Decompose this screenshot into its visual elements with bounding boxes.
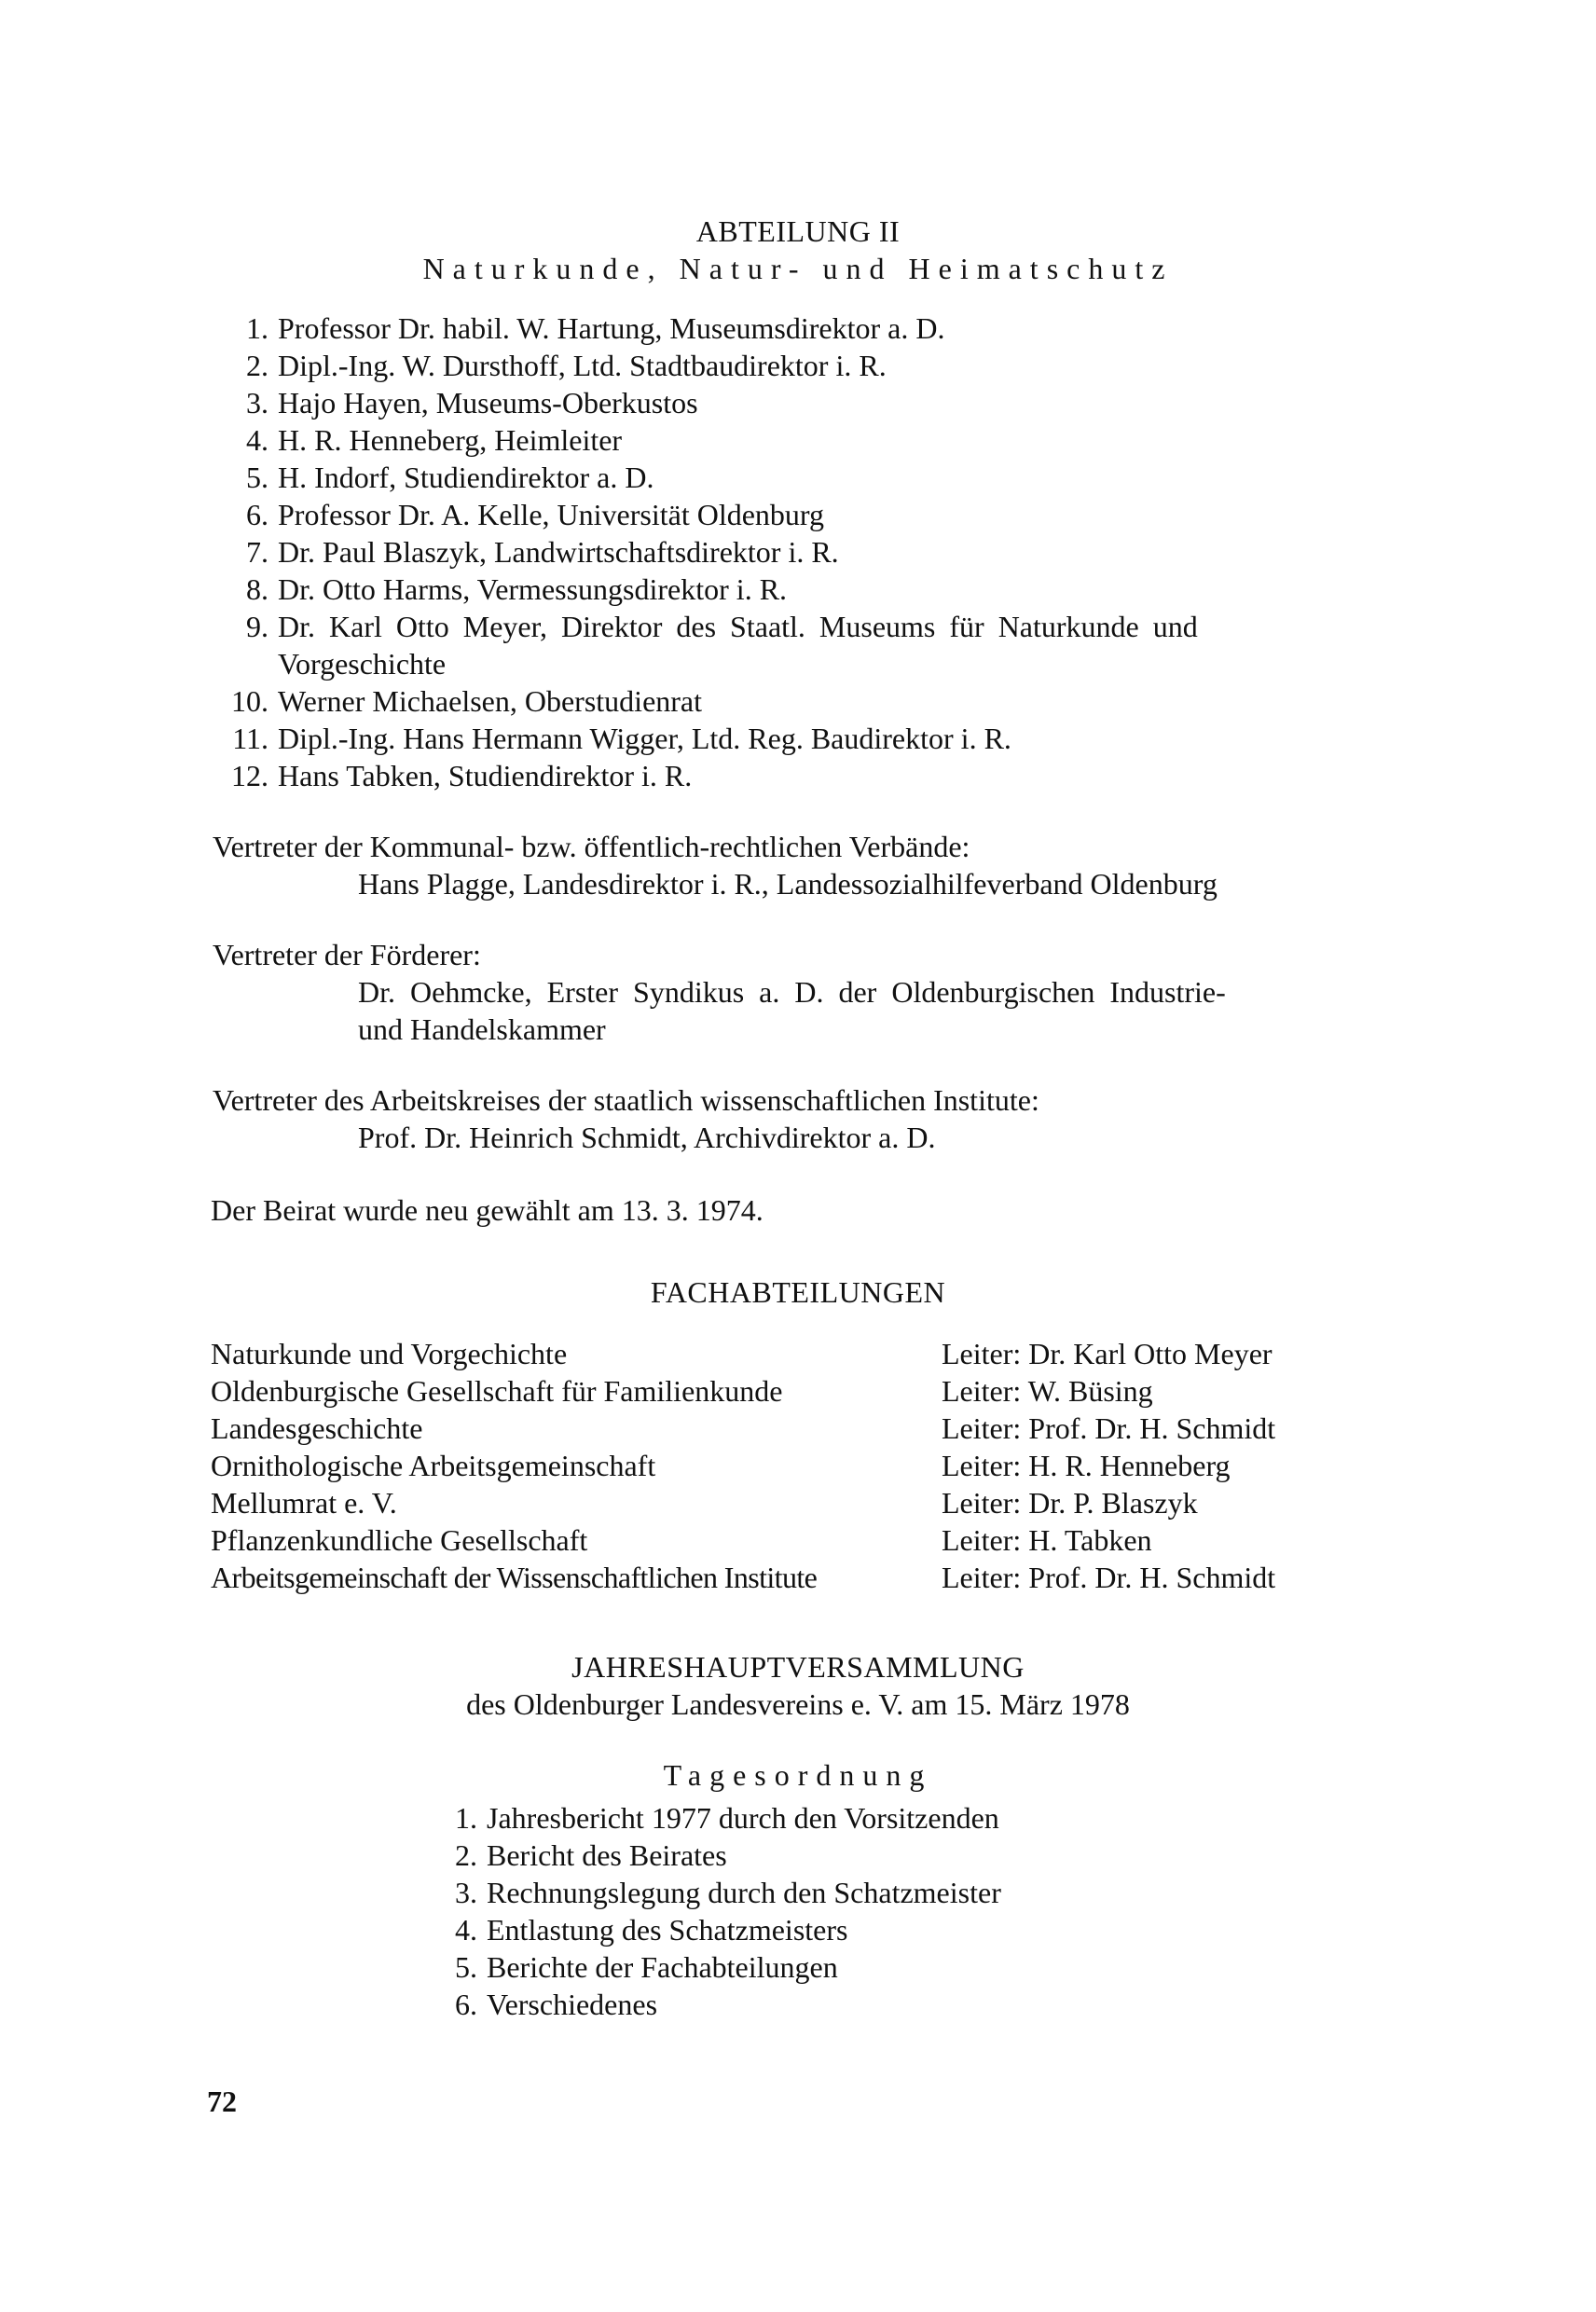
list-item: 3. Rechnungslegung durch den Schatzmeister bbox=[455, 1876, 1001, 1909]
list-item: 2. Dipl.-Ing. W. Dursthoff, Ltd. Stadtbaudirektor i. R. bbox=[246, 349, 887, 382]
section-title-abteilung: ABTEILUNG II bbox=[695, 214, 901, 248]
list-item: 6. Professor Dr. A. Kelle, Universität Oldenburg bbox=[246, 498, 824, 531]
table-cell-name: Oldenburgische Gesellschaft für Familienkunde bbox=[211, 1374, 783, 1408]
list-item: 7. Dr. Paul Blaszyk, Landwirtschaftsdirektor i. R. bbox=[246, 535, 839, 569]
list-item: 12. Hans Tabken, Studiendirektor i. R. bbox=[231, 759, 693, 792]
list-item: 4. H. R. Henneberg, Heimleiter bbox=[246, 423, 623, 457]
page-number: 72 bbox=[207, 2085, 237, 2118]
vertreter-name: Hans Plagge, Landesdirektor i. R., Landessozialhilfeverband Oldenburg bbox=[358, 867, 1218, 901]
list-item-continuation: Vorgeschichte bbox=[278, 647, 447, 681]
table-cell-leiter: Leiter: H. R. Henneberg bbox=[942, 1449, 1231, 1482]
vertreter-label: Vertreter der Kommunal- bzw. öffentlich-rechtlichen Verbände: bbox=[213, 830, 970, 863]
vertreter-label: Vertreter des Arbeitskreises der staatlich wissenschaftlichen Institute: bbox=[213, 1083, 1039, 1117]
beirat-note: Der Beirat wurde neu gewählt am 13. 3. 1974. bbox=[211, 1193, 764, 1227]
list-item: 2. Bericht des Beirates bbox=[455, 1838, 727, 1872]
table-cell-name: Arbeitsgemeinschaft der Wissenschaftlichen Institute bbox=[211, 1561, 818, 1594]
list-item: 11. Dipl.-Ing. Hans Hermann Wigger, Ltd. Reg. Baudirektor i. R. bbox=[232, 722, 1011, 755]
list-item: 3. Hajo Hayen, Museums-Oberkustos bbox=[246, 386, 698, 420]
table-cell-name: Naturkunde und Vorgechichte bbox=[211, 1337, 568, 1370]
vertreter-name: Prof. Dr. Heinrich Schmidt, Archivdirektor a. D. bbox=[358, 1121, 936, 1154]
table-cell-name: Ornithologische Arbeitsgemeinschaft bbox=[211, 1449, 656, 1482]
list-item: 1. Jahresbericht 1977 durch den Vorsitzenden bbox=[455, 1801, 999, 1835]
list-item: 5. Berichte der Fachabteilungen bbox=[455, 1950, 838, 1984]
table-cell-leiter: Leiter: Prof. Dr. H. Schmidt bbox=[942, 1411, 1276, 1445]
table-cell-leiter: Leiter: Prof. Dr. H. Schmidt bbox=[942, 1561, 1276, 1594]
list-item: 5. H. Indorf, Studiendirektor a. D. bbox=[246, 461, 654, 494]
vertreter-name: Dr. Oehmcke, Erster Syndikus a. D. der Oldenburgischen Industrie- bbox=[358, 975, 1226, 1009]
list-item: 10. Werner Michaelsen, Oberstudienrat bbox=[231, 684, 703, 718]
list-item: 4. Entlastung des Schatzmeisters bbox=[455, 1913, 848, 1947]
list-item: 6. Verschiedenes bbox=[455, 1988, 658, 2021]
table-cell-name: Mellumrat e. V. bbox=[211, 1486, 397, 1520]
table-cell-leiter: Leiter: W. Büsing bbox=[942, 1374, 1153, 1408]
table-cell-name: Pflanzenkundliche Gesellschaft bbox=[211, 1523, 588, 1557]
list-item: 9. Dr. Karl Otto Meyer, Direktor des Staatl. Museums für Naturkunde und bbox=[246, 610, 1198, 643]
table-cell-leiter: Leiter: Dr. P. Blaszyk bbox=[942, 1486, 1198, 1520]
list-item: 1. Professor Dr. habil. W. Hartung, Museumsdirektor a. D. bbox=[246, 311, 945, 345]
section-subtitle-jahreshauptversammlung: des Oldenburger Landesvereins e. V. am 15. März 1978 bbox=[466, 1687, 1130, 1721]
table-cell-leiter: Leiter: Dr. Karl Otto Meyer bbox=[942, 1337, 1273, 1370]
table-cell-leiter: Leiter: H. Tabken bbox=[942, 1523, 1152, 1557]
agenda-title: Tagesordnung bbox=[663, 1758, 933, 1792]
section-title-jahreshauptversammlung: JAHRESHAUPTVERSAMMLUNG bbox=[571, 1650, 1025, 1684]
section-subtitle-abteilung: Naturkunde, Natur- und Heimatschutz bbox=[422, 252, 1174, 285]
section-title-fachabteilungen: FACHABTEILUNGEN bbox=[650, 1275, 946, 1309]
list-item: 8. Dr. Otto Harms, Vermessungsdirektor i. R. bbox=[246, 572, 788, 606]
table-cell-name: Landesgeschichte bbox=[211, 1411, 423, 1445]
vertreter-label: Vertreter der Förderer: bbox=[213, 938, 481, 971]
vertreter-name: und Handelskammer bbox=[358, 1012, 606, 1046]
